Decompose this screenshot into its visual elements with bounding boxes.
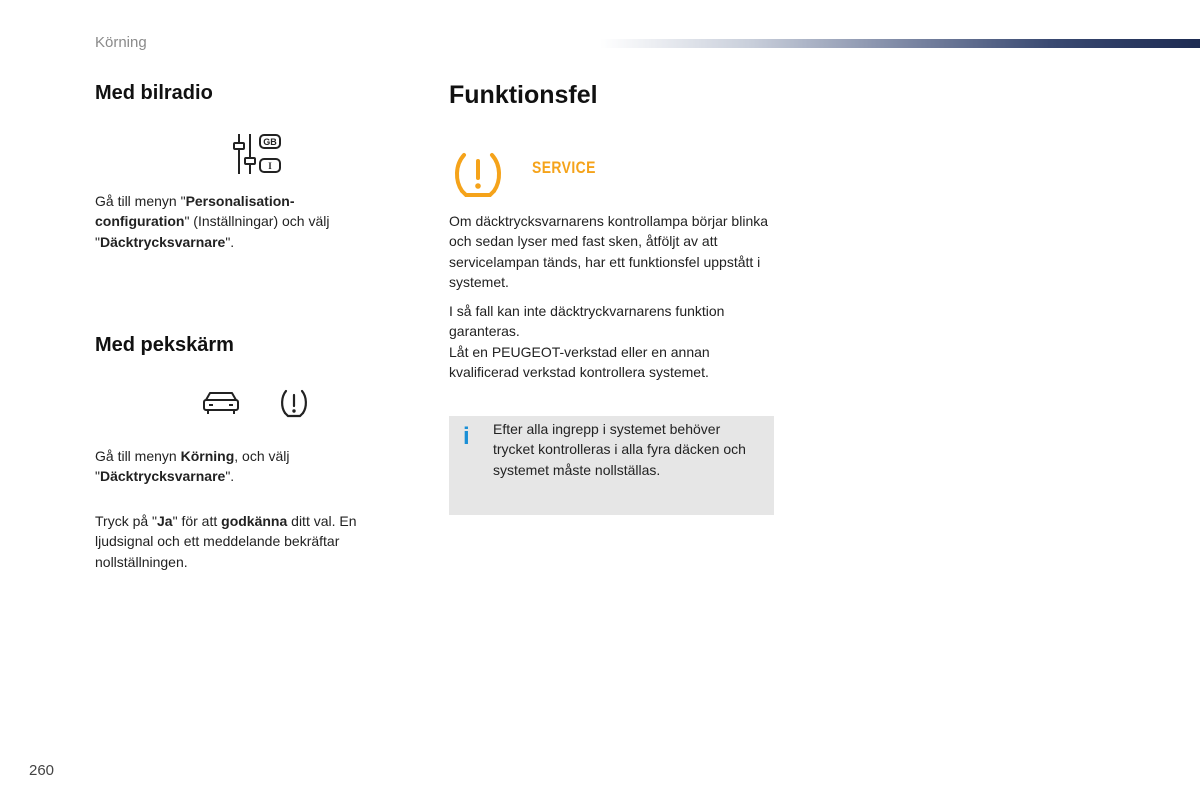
tyre-pressure-warning-icon	[452, 151, 504, 199]
info-icon: i	[463, 423, 470, 450]
heading-funktionsfel: Funktionsfel	[449, 81, 598, 109]
car-icon	[201, 390, 241, 416]
pekskarm-confirm-text: Tryck på "Ja" för att godkänna ditt val. En ljudsignal och ett meddelande bekräftar nollställningen.	[95, 513, 357, 570]
header-decorative-bar	[600, 39, 1200, 48]
page-number: 260	[29, 762, 55, 779]
heading-med-pekskarm: Med pekskärm	[95, 334, 234, 356]
funktionsfel-paragraph-3: Låt en PEUGEOT-verkstad eller en annan kvalificerad verkstad kontrollera systemet.	[449, 344, 710, 381]
info-text: Efter alla ingrepp i systemet behöver trycket kontrolleras i alla fyra däcken och systemet måste nollställas.	[493, 421, 746, 478]
service-warning-label: SERVICE	[532, 158, 596, 177]
tyre-pressure-icon	[278, 387, 310, 419]
section-header: Körning	[95, 34, 147, 51]
audio-settings-icon	[229, 131, 289, 177]
funktionsfel-paragraph-1: Om däcktrycksvarnarens kontrollampa börjar blinka och sedan lyser med fast sken, åtföljt av att servicelampan tänds, har ett funktionsfel uppstått i systemet.	[449, 213, 769, 290]
heading-med-bilradio: Med bilradio	[95, 82, 213, 104]
bilradio-instruction: Gå till menyn "Personalisation-configuration" (Inställningar) och välj "Däcktrycksvarnare".	[95, 193, 330, 250]
audio-icon-label-i: I	[268, 161, 272, 171]
audio-icon-label-gb: GB	[263, 137, 277, 147]
pekskarm-instruction: Gå till menyn Körning, och välj "Däcktrycksvarnare".	[95, 448, 290, 485]
funktionsfel-paragraph-2: I så fall kan inte däcktryckvarnarens funktion garanteras.	[449, 303, 725, 340]
